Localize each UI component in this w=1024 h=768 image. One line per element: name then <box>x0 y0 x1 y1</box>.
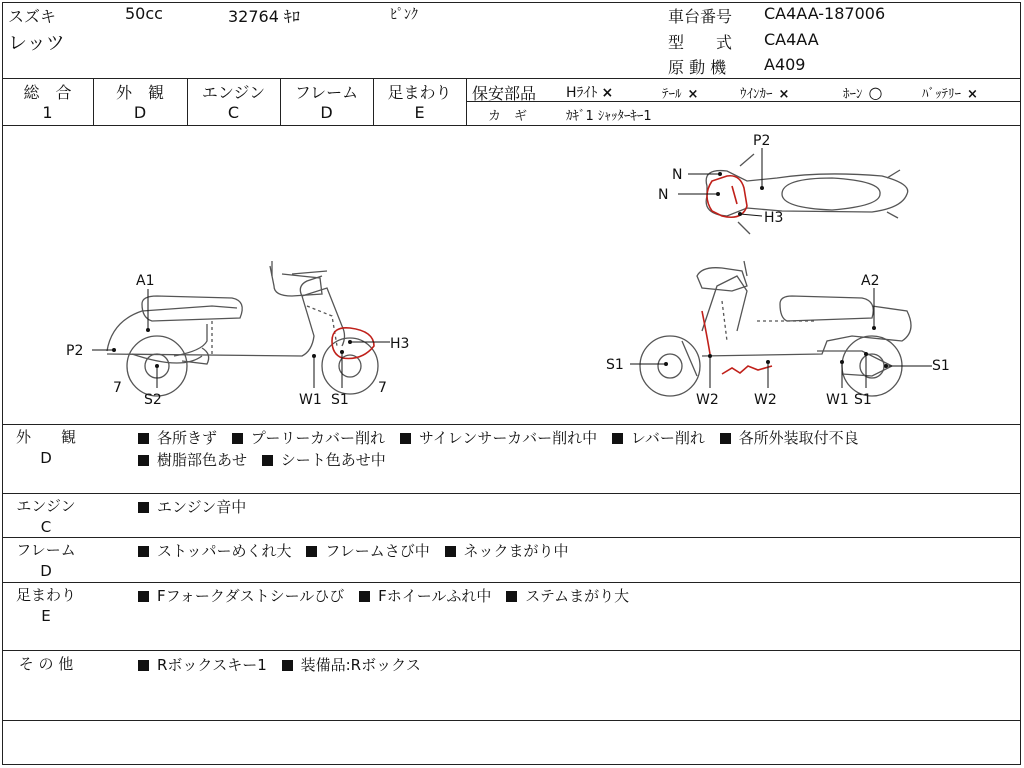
safety-headlight: Hﾗｲﾄ × <box>566 85 614 101</box>
exterior-grade: D <box>133 103 147 122</box>
engine-value: A409 <box>764 55 806 74</box>
note-suspension-line-1: Fフォークダストシールひび Fホイールふれ中 ステムまがり大 <box>138 585 639 606</box>
note-other-line-1: Rボックスキー1 装備品:Rボックス <box>138 654 431 675</box>
key-label: カ ギ <box>488 109 528 124</box>
note-frame-line-1: ストッパーめくれ大 フレームさび中 ネックまがり中 <box>138 540 579 561</box>
mileage: 32764 ｷﾛ <box>228 7 300 26</box>
label-S1-front: S1 <box>606 357 624 373</box>
note-exterior-line-1: 各所きず プーリーカバー削れ サイレンサーカバー削れ中 レバー削れ 各所外装取付不良 <box>138 427 869 448</box>
maker: スズキ <box>8 7 57 26</box>
key-value: ｶｷﾞ1 ｼｬｯﾀｰｷｰ1 <box>566 109 652 124</box>
label-W2-a: W2 <box>696 392 719 408</box>
label-N-top-1: N <box>672 167 683 183</box>
engine-grade: C <box>227 103 240 122</box>
note-label-exterior: 外 観 D <box>15 428 76 467</box>
label-P2-left: P2 <box>66 343 84 359</box>
chassis-value: CA4AA-187006 <box>764 4 886 23</box>
label-W1-right: W1 <box>826 392 849 408</box>
safety-winker: ｳｲﾝｶｰ × <box>740 87 790 102</box>
engine-grade-label: エンジン <box>201 83 266 102</box>
engine-label: 原 動 機 <box>668 58 727 77</box>
label-7-right: 7 <box>378 380 387 396</box>
note-label-frame: フレーム D <box>16 541 76 580</box>
safety-horn: ﾎｰﾝ ○ <box>843 83 883 102</box>
label-S1-left: S1 <box>331 392 349 408</box>
label-N-top-2: N <box>658 187 669 203</box>
displacement: 50cc <box>125 4 163 23</box>
label-A2: A2 <box>861 273 880 289</box>
safety-label: 保安部品 <box>472 84 537 103</box>
note-label-other: そ の 他 <box>18 655 74 673</box>
note-label-engine: エンジン C <box>16 497 76 536</box>
type-label: 型 式 <box>668 33 733 52</box>
color: ﾋﾟﾝｸ <box>390 7 418 23</box>
label-S1-rear: S1 <box>932 358 950 374</box>
label-H3-left: H3 <box>390 336 410 352</box>
exterior-label: 外 観 <box>115 83 164 102</box>
note-exterior-line-2: 樹脂部色あせ シート色あせ中 <box>138 449 396 470</box>
label-7-left: 7 <box>113 380 122 396</box>
label-H3-top: H3 <box>764 210 784 226</box>
note-label-suspension: 足まわり E <box>15 586 76 625</box>
label-W1-left: W1 <box>299 392 322 408</box>
suspension-label: 足まわり <box>387 83 452 102</box>
chassis-label: 車台番号 <box>668 7 733 26</box>
safety-battery: ﾊﾞｯﾃﾘｰ × <box>922 87 978 102</box>
overall-grade: 1 <box>42 103 53 122</box>
scooter-diagram <box>2 126 1021 424</box>
type-value: CA4AA <box>764 30 819 49</box>
suspension-grade: E <box>414 103 425 122</box>
model-name: レッツ <box>8 32 65 54</box>
frame-label: フレーム <box>294 83 359 102</box>
overall-label: 総 合 <box>23 83 72 102</box>
note-engine-line-1: エンジン音中 <box>138 496 256 517</box>
label-A1: A1 <box>136 273 155 289</box>
label-W2-b: W2 <box>754 392 777 408</box>
scooter-top-view <box>706 154 908 234</box>
safety-tail: ﾃｰﾙ × <box>662 87 699 102</box>
frame-grade: D <box>320 103 333 122</box>
label-S1-right: S1 <box>854 392 872 408</box>
label-S2: S2 <box>144 392 162 408</box>
label-P2-top: P2 <box>753 133 771 149</box>
